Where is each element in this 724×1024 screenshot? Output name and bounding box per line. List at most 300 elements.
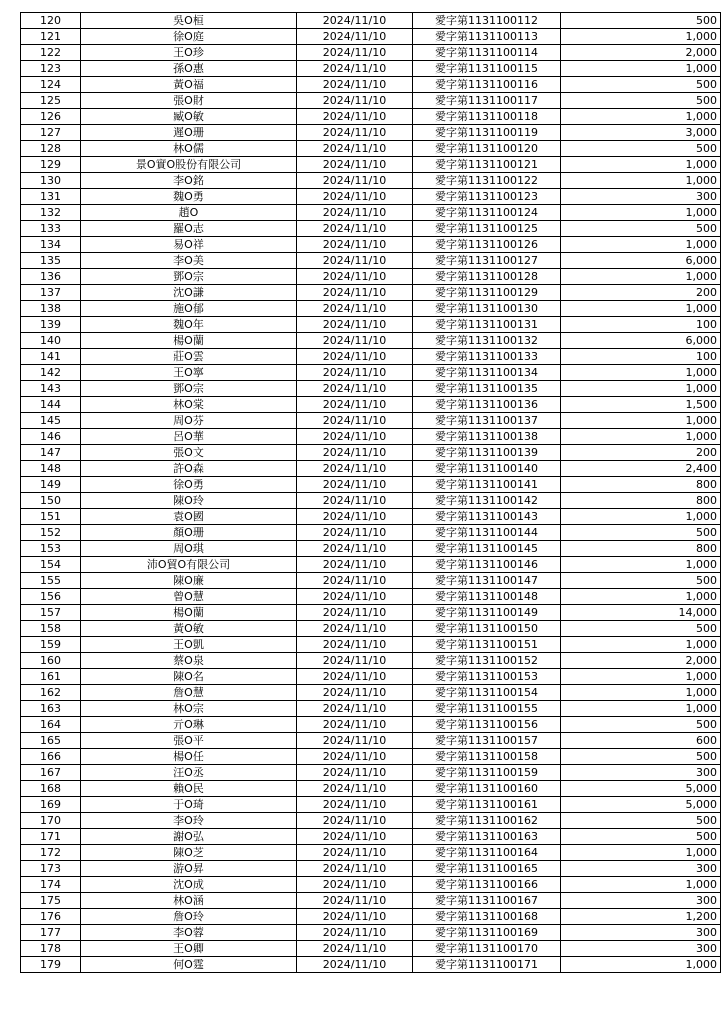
donor-name: 蔡O泉 <box>81 653 297 669</box>
table-row <box>21 429 721 445</box>
donation-amount: 1,000 <box>561 29 721 45</box>
table-row <box>21 461 721 477</box>
donation-date: 2024/11/10 <box>297 605 413 621</box>
row-number: 121 <box>21 29 81 45</box>
donor-name: 張O財 <box>81 93 297 109</box>
table-row <box>21 909 721 925</box>
table-row <box>21 317 721 333</box>
donation-date: 2024/11/10 <box>297 461 413 477</box>
donor-name: 陳O玲 <box>81 493 297 509</box>
row-number: 144 <box>21 397 81 413</box>
donation-amount: 1,000 <box>561 157 721 173</box>
donation-date: 2024/11/10 <box>297 205 413 221</box>
donor-name: 王O珍 <box>81 45 297 61</box>
donation-date: 2024/11/10 <box>297 93 413 109</box>
row-number: 140 <box>21 333 81 349</box>
table-row <box>21 797 721 813</box>
donation-date: 2024/11/10 <box>297 733 413 749</box>
row-number: 161 <box>21 669 81 685</box>
donation-date: 2024/11/10 <box>297 541 413 557</box>
donor-name: 林O棠 <box>81 397 297 413</box>
table-row <box>21 349 721 365</box>
donation-date: 2024/11/10 <box>297 125 413 141</box>
donation-date: 2024/11/10 <box>297 653 413 669</box>
table-row <box>21 765 721 781</box>
row-number: 146 <box>21 429 81 445</box>
receipt-number: 愛字第1131100121 <box>413 157 561 173</box>
receipt-number: 愛字第1131100120 <box>413 141 561 157</box>
donation-amount: 3,000 <box>561 125 721 141</box>
table-row <box>21 237 721 253</box>
table-row <box>21 269 721 285</box>
row-number: 138 <box>21 301 81 317</box>
donor-name: 李O銘 <box>81 173 297 189</box>
donor-name: 徐O庭 <box>81 29 297 45</box>
donation-date: 2024/11/10 <box>297 397 413 413</box>
donation-amount: 200 <box>561 285 721 301</box>
table-row <box>21 877 721 893</box>
donation-date: 2024/11/10 <box>297 829 413 845</box>
row-number: 131 <box>21 189 81 205</box>
donor-name: 楊O蘭 <box>81 605 297 621</box>
donation-date: 2024/11/10 <box>297 701 413 717</box>
donation-amount: 6,000 <box>561 333 721 349</box>
receipt-number: 愛字第1131100170 <box>413 941 561 957</box>
donation-date: 2024/11/10 <box>297 941 413 957</box>
table-row <box>21 301 721 317</box>
table-row <box>21 157 721 173</box>
donation-amount: 1,000 <box>561 205 721 221</box>
donation-amount: 1,000 <box>561 269 721 285</box>
row-number: 137 <box>21 285 81 301</box>
row-number: 157 <box>21 605 81 621</box>
donor-name: 景O實O股份有限公司 <box>81 157 297 173</box>
receipt-number: 愛字第1131100123 <box>413 189 561 205</box>
donation-amount: 300 <box>561 925 721 941</box>
donation-date: 2024/11/10 <box>297 381 413 397</box>
receipt-number: 愛字第1131100139 <box>413 445 561 461</box>
donation-amount: 1,000 <box>561 669 721 685</box>
donation-date: 2024/11/10 <box>297 781 413 797</box>
receipt-number: 愛字第1131100151 <box>413 637 561 653</box>
receipt-number: 愛字第1131100161 <box>413 797 561 813</box>
row-number: 155 <box>21 573 81 589</box>
donor-name: 鄧O宗 <box>81 381 297 397</box>
receipt-number: 愛字第1131100117 <box>413 93 561 109</box>
row-number: 153 <box>21 541 81 557</box>
row-number: 130 <box>21 173 81 189</box>
donation-amount: 5,000 <box>561 797 721 813</box>
table-row <box>21 845 721 861</box>
row-number: 178 <box>21 941 81 957</box>
donation-date: 2024/11/10 <box>297 877 413 893</box>
donor-name: 周O芬 <box>81 413 297 429</box>
donation-amount: 1,000 <box>561 637 721 653</box>
donor-name: 王O卿 <box>81 941 297 957</box>
receipt-number: 愛字第1131100131 <box>413 317 561 333</box>
table-row <box>21 557 721 573</box>
donation-amount: 5,000 <box>561 781 721 797</box>
donation-amount: 800 <box>561 477 721 493</box>
table-row <box>21 701 721 717</box>
table-row <box>21 653 721 669</box>
donor-name: 于O琦 <box>81 797 297 813</box>
row-number: 149 <box>21 477 81 493</box>
donation-date: 2024/11/10 <box>297 477 413 493</box>
donation-amount: 500 <box>561 141 721 157</box>
donor-name: 王O寧 <box>81 365 297 381</box>
donor-name: 徐O勇 <box>81 477 297 493</box>
row-number: 171 <box>21 829 81 845</box>
table-row <box>21 77 721 93</box>
donation-date: 2024/11/10 <box>297 317 413 333</box>
donation-amount: 100 <box>561 349 721 365</box>
row-number: 166 <box>21 749 81 765</box>
row-number: 170 <box>21 813 81 829</box>
donation-amount: 2,000 <box>561 653 721 669</box>
donation-amount: 500 <box>561 573 721 589</box>
donation-amount: 1,000 <box>561 173 721 189</box>
receipt-number: 愛字第1131100124 <box>413 205 561 221</box>
receipt-number: 愛字第1131100143 <box>413 509 561 525</box>
donor-name: 亓O琳 <box>81 717 297 733</box>
donor-name: 趙O <box>81 205 297 221</box>
donation-date: 2024/11/10 <box>297 685 413 701</box>
donor-name: 沈O成 <box>81 877 297 893</box>
table-row <box>21 813 721 829</box>
table-row <box>21 493 721 509</box>
donor-name: 張O文 <box>81 445 297 461</box>
table-row <box>21 829 721 845</box>
donor-name: 許O森 <box>81 461 297 477</box>
table-row <box>21 621 721 637</box>
donation-date: 2024/11/10 <box>297 557 413 573</box>
donation-date: 2024/11/10 <box>297 173 413 189</box>
table-row <box>21 573 721 589</box>
donation-date: 2024/11/10 <box>297 221 413 237</box>
donation-amount: 1,000 <box>561 957 721 973</box>
donor-name: 李O蓉 <box>81 925 297 941</box>
donor-name: 魏O勇 <box>81 189 297 205</box>
donor-name: 詹O玲 <box>81 909 297 925</box>
row-number: 176 <box>21 909 81 925</box>
donor-name: 楊O蘭 <box>81 333 297 349</box>
donation-date: 2024/11/10 <box>297 909 413 925</box>
table-row <box>21 589 721 605</box>
receipt-number: 愛字第1131100163 <box>413 829 561 845</box>
receipt-number: 愛字第1131100142 <box>413 493 561 509</box>
row-number: 154 <box>21 557 81 573</box>
row-number: 179 <box>21 957 81 973</box>
table-row <box>21 685 721 701</box>
donor-name: 曾O慧 <box>81 589 297 605</box>
receipt-number: 愛字第1131100113 <box>413 29 561 45</box>
donation-date: 2024/11/10 <box>297 813 413 829</box>
row-number: 164 <box>21 717 81 733</box>
donation-date: 2024/11/10 <box>297 589 413 605</box>
donor-name: 楊O任 <box>81 749 297 765</box>
receipt-number: 愛字第1131100125 <box>413 221 561 237</box>
receipt-number: 愛字第1131100128 <box>413 269 561 285</box>
receipt-number: 愛字第1131100159 <box>413 765 561 781</box>
row-number: 142 <box>21 365 81 381</box>
receipt-number: 愛字第1131100167 <box>413 893 561 909</box>
receipt-number: 愛字第1131100134 <box>413 365 561 381</box>
receipt-number: 愛字第1131100169 <box>413 925 561 941</box>
donation-date: 2024/11/10 <box>297 429 413 445</box>
donor-name: 施O郁 <box>81 301 297 317</box>
donation-amount: 1,200 <box>561 909 721 925</box>
table-row <box>21 253 721 269</box>
row-number: 128 <box>21 141 81 157</box>
donor-name: 李O玲 <box>81 813 297 829</box>
donor-name: 袁O國 <box>81 509 297 525</box>
donation-amount: 6,000 <box>561 253 721 269</box>
donor-name: 臧O敏 <box>81 109 297 125</box>
table-row <box>21 413 721 429</box>
donation-date: 2024/11/10 <box>297 301 413 317</box>
receipt-number: 愛字第1131100154 <box>413 685 561 701</box>
table-row <box>21 893 721 909</box>
donation-amount: 500 <box>561 813 721 829</box>
donation-table-body <box>21 13 721 973</box>
receipt-number: 愛字第1131100171 <box>413 957 561 973</box>
receipt-number: 愛字第1131100150 <box>413 621 561 637</box>
donor-name: 何O霆 <box>81 957 297 973</box>
donation-amount: 300 <box>561 941 721 957</box>
table-row <box>21 141 721 157</box>
row-number: 172 <box>21 845 81 861</box>
row-number: 124 <box>21 77 81 93</box>
donation-amount: 1,000 <box>561 365 721 381</box>
donation-date: 2024/11/10 <box>297 253 413 269</box>
donation-date: 2024/11/10 <box>297 285 413 301</box>
donation-amount: 500 <box>561 221 721 237</box>
donation-date: 2024/11/10 <box>297 141 413 157</box>
table-row <box>21 445 721 461</box>
row-number: 126 <box>21 109 81 125</box>
table-row <box>21 45 721 61</box>
table-row <box>21 637 721 653</box>
donor-name: 李O美 <box>81 253 297 269</box>
receipt-number: 愛字第1131100146 <box>413 557 561 573</box>
table-row <box>21 861 721 877</box>
donation-date: 2024/11/10 <box>297 765 413 781</box>
donor-name: 鄧O宗 <box>81 269 297 285</box>
receipt-number: 愛字第1131100126 <box>413 237 561 253</box>
row-number: 152 <box>21 525 81 541</box>
donation-amount: 500 <box>561 621 721 637</box>
donation-date: 2024/11/10 <box>297 29 413 45</box>
table-row <box>21 749 721 765</box>
donor-name: 吳O桓 <box>81 13 297 29</box>
donation-date: 2024/11/10 <box>297 925 413 941</box>
donation-date: 2024/11/10 <box>297 333 413 349</box>
receipt-number: 愛字第1131100127 <box>413 253 561 269</box>
row-number: 156 <box>21 589 81 605</box>
donation-amount: 1,000 <box>561 109 721 125</box>
donation-amount: 500 <box>561 525 721 541</box>
donor-name: 陳O廉 <box>81 573 297 589</box>
donation-date: 2024/11/10 <box>297 573 413 589</box>
donation-date: 2024/11/10 <box>297 77 413 93</box>
row-number: 147 <box>21 445 81 461</box>
receipt-number: 愛字第1131100165 <box>413 861 561 877</box>
row-number: 148 <box>21 461 81 477</box>
donation-date: 2024/11/10 <box>297 157 413 173</box>
donation-date: 2024/11/10 <box>297 797 413 813</box>
receipt-number: 愛字第1131100141 <box>413 477 561 493</box>
receipt-number: 愛字第1131100119 <box>413 125 561 141</box>
donor-name: 陳O名 <box>81 669 297 685</box>
table-row <box>21 109 721 125</box>
table-row <box>21 29 721 45</box>
donation-date: 2024/11/10 <box>297 621 413 637</box>
donation-amount: 14,000 <box>561 605 721 621</box>
donation-amount: 1,000 <box>561 301 721 317</box>
receipt-number: 愛字第1131100157 <box>413 733 561 749</box>
row-number: 141 <box>21 349 81 365</box>
donor-name: 魏O年 <box>81 317 297 333</box>
table-row <box>21 941 721 957</box>
donation-date: 2024/11/10 <box>297 109 413 125</box>
donor-name: 謝O弘 <box>81 829 297 845</box>
row-number: 160 <box>21 653 81 669</box>
donor-name: 易O祥 <box>81 237 297 253</box>
table-row <box>21 61 721 77</box>
donor-name: 游O昇 <box>81 861 297 877</box>
donation-amount: 1,000 <box>561 237 721 253</box>
receipt-number: 愛字第1131100137 <box>413 413 561 429</box>
donation-amount: 1,500 <box>561 397 721 413</box>
donor-name: 張O平 <box>81 733 297 749</box>
donor-name: 黃O敏 <box>81 621 297 637</box>
donation-date: 2024/11/10 <box>297 637 413 653</box>
row-number: 129 <box>21 157 81 173</box>
table-row <box>21 525 721 541</box>
donation-amount: 1,000 <box>561 701 721 717</box>
receipt-number: 愛字第1131100116 <box>413 77 561 93</box>
donor-name: 汪O丞 <box>81 765 297 781</box>
row-number: 136 <box>21 269 81 285</box>
row-number: 173 <box>21 861 81 877</box>
donation-date: 2024/11/10 <box>297 269 413 285</box>
row-number: 159 <box>21 637 81 653</box>
donation-amount: 1,000 <box>561 589 721 605</box>
table-row <box>21 605 721 621</box>
receipt-number: 愛字第1131100166 <box>413 877 561 893</box>
donation-amount: 1,000 <box>561 61 721 77</box>
table-row <box>21 173 721 189</box>
row-number: 122 <box>21 45 81 61</box>
donation-amount: 1,000 <box>561 509 721 525</box>
donation-date: 2024/11/10 <box>297 669 413 685</box>
donation-date: 2024/11/10 <box>297 845 413 861</box>
donation-amount: 300 <box>561 861 721 877</box>
receipt-number: 愛字第1131100153 <box>413 669 561 685</box>
donation-amount: 300 <box>561 893 721 909</box>
row-number: 177 <box>21 925 81 941</box>
donation-date: 2024/11/10 <box>297 237 413 253</box>
row-number: 145 <box>21 413 81 429</box>
donor-name: 莊O雲 <box>81 349 297 365</box>
donation-amount: 500 <box>561 93 721 109</box>
row-number: 123 <box>21 61 81 77</box>
receipt-number: 愛字第1131100164 <box>413 845 561 861</box>
donor-name: 周O琪 <box>81 541 297 557</box>
receipt-number: 愛字第1131100144 <box>413 525 561 541</box>
donation-amount: 200 <box>561 445 721 461</box>
row-number: 125 <box>21 93 81 109</box>
row-number: 168 <box>21 781 81 797</box>
donor-name: 羅O志 <box>81 221 297 237</box>
table-row <box>21 669 721 685</box>
row-number: 167 <box>21 765 81 781</box>
receipt-number: 愛字第1131100112 <box>413 13 561 29</box>
donation-amount: 500 <box>561 77 721 93</box>
row-number: 151 <box>21 509 81 525</box>
donation-amount: 100 <box>561 317 721 333</box>
donation-date: 2024/11/10 <box>297 509 413 525</box>
donor-name: 孫O惠 <box>81 61 297 77</box>
donor-name: 林O宗 <box>81 701 297 717</box>
row-number: 132 <box>21 205 81 221</box>
table-row <box>21 93 721 109</box>
donor-name: 林O涵 <box>81 893 297 909</box>
donor-name: 黃O福 <box>81 77 297 93</box>
row-number: 163 <box>21 701 81 717</box>
receipt-number: 愛字第1131100122 <box>413 173 561 189</box>
receipt-number: 愛字第1131100135 <box>413 381 561 397</box>
donation-date: 2024/11/10 <box>297 365 413 381</box>
receipt-number: 愛字第1131100145 <box>413 541 561 557</box>
receipt-number: 愛字第1131100147 <box>413 573 561 589</box>
receipt-number: 愛字第1131100130 <box>413 301 561 317</box>
receipt-number: 愛字第1131100132 <box>413 333 561 349</box>
receipt-number: 愛字第1131100115 <box>413 61 561 77</box>
receipt-number: 愛字第1131100152 <box>413 653 561 669</box>
row-number: 143 <box>21 381 81 397</box>
donation-amount: 1,000 <box>561 413 721 429</box>
row-number: 174 <box>21 877 81 893</box>
donor-name: 賴O民 <box>81 781 297 797</box>
table-row <box>21 477 721 493</box>
row-number: 162 <box>21 685 81 701</box>
table-row <box>21 541 721 557</box>
receipt-number: 愛字第1131100149 <box>413 605 561 621</box>
receipt-number: 愛字第1131100148 <box>413 589 561 605</box>
table-row <box>21 509 721 525</box>
donor-name: 林O儒 <box>81 141 297 157</box>
row-number: 120 <box>21 13 81 29</box>
table-row <box>21 285 721 301</box>
donation-date: 2024/11/10 <box>297 957 413 973</box>
donation-amount: 1,000 <box>561 845 721 861</box>
donation-date: 2024/11/10 <box>297 61 413 77</box>
row-number: 165 <box>21 733 81 749</box>
row-number: 135 <box>21 253 81 269</box>
donation-date: 2024/11/10 <box>297 413 413 429</box>
donation-amount: 800 <box>561 541 721 557</box>
donation-table <box>20 12 721 973</box>
donation-date: 2024/11/10 <box>297 445 413 461</box>
table-row <box>21 333 721 349</box>
table-row <box>21 957 721 973</box>
donation-amount: 2,000 <box>561 45 721 61</box>
donation-date: 2024/11/10 <box>297 893 413 909</box>
donation-amount: 500 <box>561 829 721 845</box>
donor-name: 王O凱 <box>81 637 297 653</box>
